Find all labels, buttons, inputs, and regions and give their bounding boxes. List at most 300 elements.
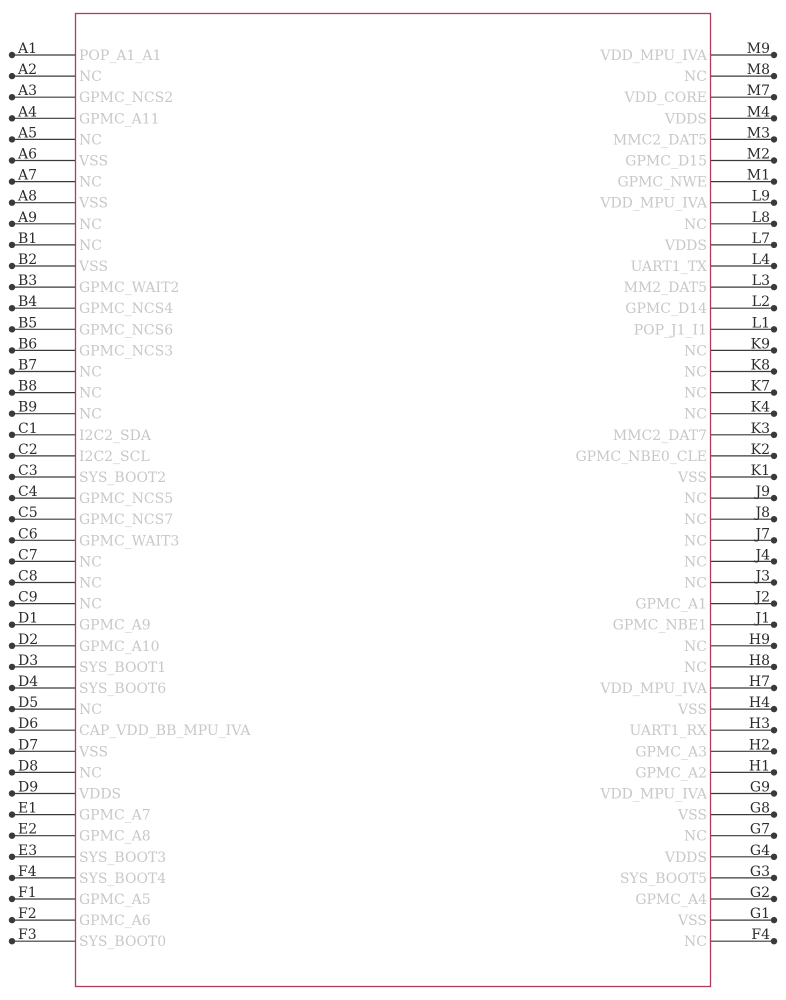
pin (613, 125, 777, 148)
pin-label: I2C2_SCL (79, 448, 150, 465)
pin-number: L7 (751, 230, 770, 247)
pin-number: A2 (18, 62, 38, 79)
pin-endpoint (771, 136, 777, 142)
pin-label: GPMC_A1 (635, 596, 707, 613)
pin (599, 189, 777, 212)
pin (9, 547, 102, 570)
pin-number: F4 (751, 927, 770, 944)
pin-label: SYS_BOOT5 (619, 870, 707, 887)
pin-endpoint (771, 685, 777, 691)
pin (9, 273, 179, 296)
pin-endpoint (771, 706, 777, 712)
pin (9, 801, 151, 824)
pin (620, 864, 777, 887)
pin-label: VDDS (79, 786, 122, 803)
pin (635, 737, 777, 760)
pin-endpoint (9, 516, 15, 522)
pin-endpoint (9, 833, 15, 839)
pin-number: L9 (751, 188, 770, 205)
pin-number: K3 (750, 420, 770, 437)
pin-endpoint (771, 453, 777, 459)
pin-label: SYS_BOOT0 (79, 934, 167, 951)
pin-label: NC (79, 554, 102, 571)
pin-endpoint (9, 305, 15, 311)
pin (613, 611, 778, 634)
pin-endpoint (771, 495, 777, 501)
pin-label: NC (79, 702, 102, 719)
pin-number: D9 (18, 779, 39, 796)
pin-endpoint (771, 748, 777, 754)
pin-endpoint (771, 664, 777, 670)
pin-endpoint (9, 917, 15, 923)
pin-number: G8 (749, 800, 770, 817)
pin-label: VSS (677, 913, 707, 930)
pin-endpoint (9, 664, 15, 670)
pin-endpoint (9, 790, 15, 796)
pin-endpoint (771, 242, 777, 248)
pin-endpoint (9, 263, 15, 269)
pin-number: J7 (755, 526, 770, 543)
pin (625, 294, 777, 317)
pin-endpoint (771, 558, 777, 564)
pin (9, 210, 102, 233)
pin-endpoint (9, 411, 15, 417)
pin (575, 442, 777, 465)
pin (684, 379, 777, 402)
pin-number: K7 (750, 378, 770, 395)
pin-endpoint (771, 727, 777, 733)
pin-endpoint (9, 200, 15, 206)
pin-number: H7 (748, 674, 770, 690)
pin-number: H8 (748, 652, 770, 669)
pin-endpoint (771, 94, 777, 100)
pin-number: M2 (746, 146, 770, 163)
pin-endpoint (9, 136, 15, 142)
pin (9, 674, 166, 697)
pin (629, 716, 777, 739)
pin-label: GPMC_NBE1 (612, 617, 707, 634)
pin-label: NC (79, 132, 102, 149)
pin-endpoint (9, 685, 15, 691)
pin-label: UART1_TX (630, 259, 707, 275)
pin-number: L2 (751, 294, 770, 311)
pin (684, 822, 777, 845)
pin-number: M9 (746, 41, 770, 57)
pin-number: C4 (18, 484, 38, 501)
pin (9, 104, 160, 127)
pin (9, 632, 160, 655)
pin-number: G1 (749, 906, 770, 923)
pin-label: NC (79, 406, 102, 423)
pin-number: D3 (18, 652, 39, 669)
pin (9, 695, 102, 718)
pin-endpoint (771, 200, 777, 206)
pin-endpoint (9, 368, 15, 374)
pin-endpoint (771, 178, 777, 184)
pin-number: M4 (746, 104, 770, 121)
pin-endpoint (9, 896, 15, 902)
pin-endpoint (771, 368, 777, 374)
pin-number: D6 (18, 716, 39, 733)
pin-endpoint (9, 474, 15, 480)
pin-label: GPMC_NCS6 (79, 322, 174, 339)
pin-label: NC (684, 216, 707, 233)
pin-number: B8 (18, 378, 38, 395)
pin-endpoint (771, 579, 777, 585)
pin-number: K4 (750, 399, 770, 416)
left-pin-column (9, 41, 252, 950)
pin-label: POP_A1_A1 (79, 48, 162, 64)
pin-label: GPMC_A8 (79, 828, 151, 845)
pin-endpoint (9, 495, 15, 501)
pin-number: L4 (751, 252, 770, 268)
pin-label: GPMC_NCS2 (79, 90, 174, 107)
pin-endpoint (771, 854, 777, 860)
pin-label: VDD_CORE (624, 90, 707, 107)
pin-label: SYS_BOOT6 (79, 681, 167, 697)
pin-label: GPMC_A5 (79, 892, 151, 908)
pin (9, 653, 166, 676)
pin (9, 927, 166, 950)
pin-number: F1 (18, 885, 37, 901)
pin-endpoint (771, 347, 777, 353)
pin-number: G7 (749, 821, 770, 838)
pin-endpoint (771, 600, 777, 606)
pin-endpoint (771, 474, 777, 480)
pin-label: NC (79, 216, 102, 233)
pin-number: H3 (748, 716, 770, 733)
pin-endpoint (771, 833, 777, 839)
pin (623, 83, 777, 106)
pin (635, 590, 777, 613)
pin-endpoint (771, 411, 777, 417)
pin-label: VDDS (664, 111, 707, 128)
pin-number: L3 (751, 273, 770, 290)
pin-endpoint (9, 73, 15, 79)
pin-endpoint (771, 221, 777, 227)
pin-number: C7 (18, 547, 38, 564)
pin (9, 83, 173, 106)
pin (9, 590, 102, 613)
pin-endpoint (9, 242, 15, 248)
pin-endpoint (9, 558, 15, 564)
pin-label: MMC2_DAT7 (612, 427, 707, 444)
pin-label: VSS (79, 153, 109, 170)
pin-label: GPMC_WAIT3 (79, 533, 180, 550)
pin-endpoint (9, 284, 15, 290)
pin-label: GPMC_NCS3 (79, 343, 174, 360)
pin-label: GPMC_NBE0_CLE (575, 448, 707, 465)
pin (664, 104, 777, 127)
pin (684, 336, 777, 359)
pin (634, 315, 777, 338)
pin-label: GPMC_WAIT2 (79, 280, 180, 297)
pin (635, 885, 777, 908)
pin-number: B5 (18, 315, 38, 332)
pin (684, 484, 777, 507)
pin-label: SYS_BOOT3 (79, 849, 167, 866)
pin-label: GPMC_A3 (635, 744, 707, 761)
pin-number: M8 (746, 62, 770, 79)
pin-label: VSS (677, 807, 707, 824)
pin (9, 315, 173, 338)
pin-label: GPMC_A2 (635, 765, 707, 782)
pin (625, 147, 777, 170)
pin-endpoint (771, 537, 777, 543)
pin-number: J3 (755, 568, 770, 585)
pin (684, 505, 777, 528)
pin-label: MMC2_DAT5 (612, 132, 707, 149)
pin-number: B9 (18, 399, 38, 416)
pin (9, 484, 173, 507)
pin-number: E1 (18, 800, 38, 817)
pin (9, 358, 102, 381)
pin-number: D2 (18, 631, 39, 648)
pin-label: VDD_MPU_IVA (600, 48, 707, 64)
pin-number: M1 (746, 167, 770, 184)
pin (9, 569, 102, 592)
pin (9, 168, 102, 191)
pin-label: NC (684, 343, 707, 360)
pin (9, 822, 151, 845)
pin-label: CAP_VDD_BB_MPU_IVA (79, 723, 251, 740)
pin-label: NC (79, 174, 102, 191)
pin (684, 62, 777, 85)
pin-number: G9 (749, 779, 770, 796)
pin-label: NC (79, 385, 102, 402)
pin-number: C5 (18, 505, 38, 522)
pin (684, 526, 777, 549)
pin (599, 780, 777, 803)
pin-endpoint (771, 622, 777, 628)
pin-endpoint (9, 52, 15, 58)
pin-label: NC (684, 385, 707, 402)
pin-endpoint (771, 790, 777, 796)
pin-label: NC (79, 237, 102, 254)
pin (684, 547, 777, 570)
pin (631, 252, 778, 275)
pin (9, 906, 151, 929)
pin (9, 885, 151, 908)
pin-label: VDD_MPU_IVA (600, 195, 707, 212)
pin-endpoint (771, 52, 777, 58)
pin-number: M3 (746, 125, 770, 142)
pin (684, 927, 777, 950)
pin-endpoint (771, 389, 777, 395)
pin-number: F2 (18, 906, 37, 923)
pin-number: D1 (18, 610, 39, 627)
pin-label: NC (79, 765, 102, 782)
pin-number: J9 (755, 484, 770, 501)
pin-endpoint (771, 432, 777, 438)
pin-label: VSS (79, 744, 109, 761)
pin-label: GPMC_A4 (635, 892, 707, 908)
pin-endpoint (9, 706, 15, 712)
pin (9, 716, 252, 739)
pin-label: VDD_MPU_IVA (600, 786, 707, 803)
pin-label: UART1_RX (629, 723, 707, 740)
pin-number: B2 (18, 252, 38, 268)
pin-label: VDDS (664, 237, 707, 254)
pin (677, 906, 777, 929)
pin-number: D8 (18, 758, 39, 775)
pin-endpoint (771, 73, 777, 79)
pin-endpoint (771, 263, 777, 269)
pin-label: GPMC_D14 (625, 301, 707, 318)
pin-number: H9 (748, 631, 770, 648)
pin (9, 611, 151, 634)
pin-number: L8 (751, 209, 770, 226)
pin (9, 505, 173, 528)
pin-number: C9 (18, 589, 38, 606)
pin (9, 758, 102, 781)
pin-number: D5 (18, 695, 39, 712)
pin-number: A7 (18, 167, 38, 184)
pin-number: K8 (750, 357, 770, 374)
pin-endpoint (9, 727, 15, 733)
pin-endpoint (9, 875, 15, 881)
pin (684, 358, 777, 381)
pin-endpoint (9, 537, 15, 543)
pin-endpoint (771, 769, 777, 775)
pin-number: B4 (18, 294, 38, 311)
pin-label: GPMC_A11 (79, 111, 160, 128)
pin (613, 421, 777, 444)
pin-label: NC (684, 659, 707, 676)
pin-endpoint (9, 769, 15, 775)
pin-endpoint (9, 854, 15, 860)
pin-number: E2 (18, 821, 38, 838)
pin-endpoint (9, 811, 15, 817)
pin-label: NC (79, 596, 102, 613)
pin (9, 189, 108, 212)
pin (684, 210, 777, 233)
pin (9, 252, 108, 275)
pin-label: GPMC_A10 (79, 638, 160, 655)
pin-label: NC (79, 575, 102, 592)
pin (9, 336, 173, 359)
pin-number: B3 (18, 273, 38, 290)
pin-label: NC (684, 533, 707, 550)
pin-number: F4 (18, 863, 37, 880)
pin-label: VSS (79, 259, 109, 275)
pin-number: M7 (746, 83, 770, 100)
pin-number: F3 (18, 927, 37, 944)
pin-endpoint (771, 326, 777, 332)
pin (9, 294, 173, 317)
pin-label: GPMC_NCS4 (79, 301, 174, 318)
pin-endpoint (9, 432, 15, 438)
pin-number: L1 (751, 315, 770, 332)
pin-endpoint (9, 115, 15, 121)
pin-endpoint (9, 579, 15, 585)
pin (684, 569, 777, 592)
pin (9, 379, 102, 402)
pin-endpoint (9, 453, 15, 459)
pin-number: A8 (18, 188, 38, 205)
pin (9, 780, 121, 803)
pin-number: K9 (750, 336, 770, 353)
right-pin-column (575, 41, 777, 950)
pin-label: GPMC_A6 (79, 913, 151, 930)
pin-number: D7 (18, 737, 39, 754)
pin-endpoint (9, 643, 15, 649)
pin-endpoint (9, 178, 15, 184)
pin-endpoint (9, 389, 15, 395)
pin-label: NC (684, 828, 707, 845)
pin-number: C8 (18, 568, 38, 585)
pin-endpoint (771, 305, 777, 311)
pin (9, 147, 108, 170)
pin (684, 400, 777, 423)
pin-endpoint (771, 896, 777, 902)
pin-number: K1 (750, 463, 770, 479)
pin-label: SYS_BOOT1 (79, 659, 167, 676)
pin-label: VSS (79, 195, 109, 212)
pin-number: K2 (750, 441, 770, 458)
pin-endpoint (771, 917, 777, 923)
pin-endpoint (9, 157, 15, 163)
pin (664, 843, 777, 866)
pin-endpoint (9, 347, 15, 353)
pin-label: VDD_MPU_IVA (600, 681, 707, 697)
pin-number: A9 (18, 209, 38, 226)
pin-label: GPMC_NCS5 (79, 491, 174, 508)
pin-number: C3 (18, 463, 38, 479)
pin-number: A5 (18, 125, 38, 142)
pin-label: SYS_BOOT4 (79, 870, 167, 887)
pin-endpoint (9, 221, 15, 227)
pin-label: NC (684, 638, 707, 655)
pin-number: C6 (18, 526, 38, 543)
pin-number: B7 (18, 357, 38, 374)
pin-endpoint (771, 157, 777, 163)
pin-number: J4 (755, 547, 770, 564)
pin-endpoint (9, 326, 15, 332)
pin (9, 737, 108, 760)
pin-label: NC (684, 491, 707, 508)
pin-number: G4 (749, 842, 770, 859)
pin-number: G2 (749, 885, 770, 901)
pin-number: H4 (748, 695, 770, 712)
pin-number: A3 (18, 83, 38, 100)
pin-label: GPMC_A9 (79, 617, 151, 634)
pin-label: NC (684, 554, 707, 571)
pin-number: J2 (755, 589, 770, 606)
pin-endpoint (9, 94, 15, 100)
pin-endpoint (771, 643, 777, 649)
pin (9, 442, 150, 465)
pin (677, 801, 777, 824)
pin-number: J1 (755, 610, 770, 627)
pin-endpoint (771, 284, 777, 290)
pin (9, 231, 102, 254)
pin-number: G3 (749, 863, 770, 880)
pin (677, 695, 777, 718)
pin-label: GPMC_A7 (79, 807, 151, 824)
pin-number: A1 (18, 41, 38, 57)
pin (9, 421, 152, 444)
pin-label: NC (684, 69, 707, 86)
pin (9, 526, 179, 549)
pin-label: VSS (677, 470, 707, 486)
pin (9, 125, 102, 148)
pin-label: NC (684, 934, 707, 951)
pin (677, 463, 777, 486)
pin (9, 62, 102, 85)
pin-endpoint (9, 600, 15, 606)
pin-label: GPMC_D15 (625, 153, 707, 170)
